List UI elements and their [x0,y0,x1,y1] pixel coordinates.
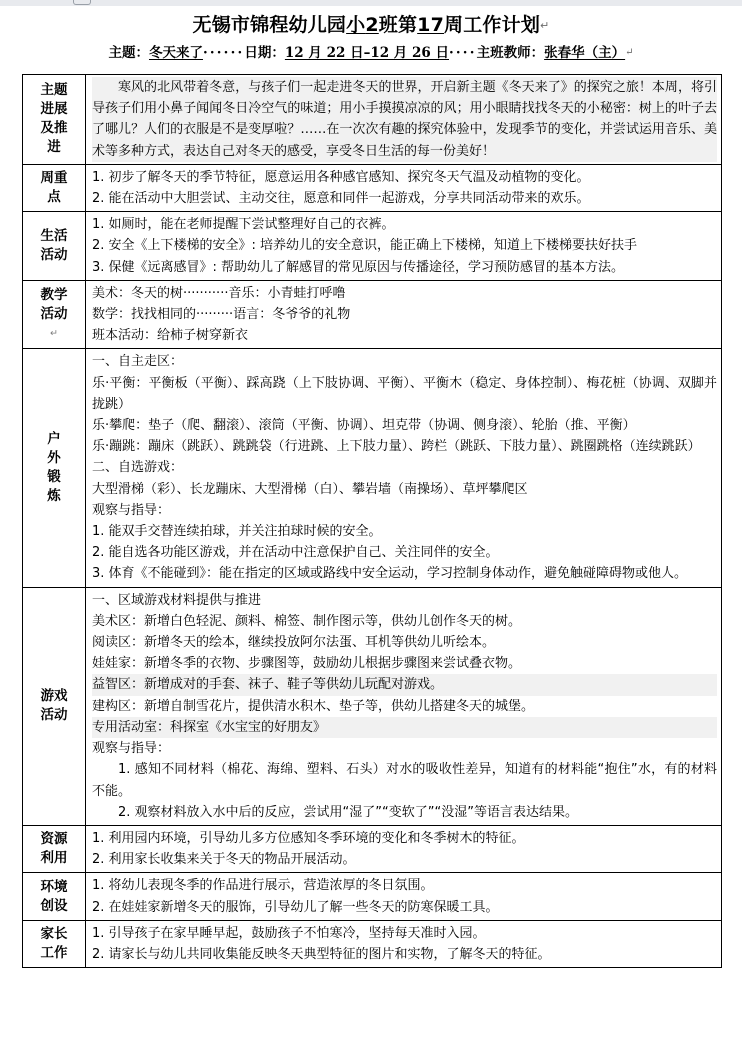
theme-label: 主题： [108,45,149,61]
content-line: 2. 请家长与幼儿共同收集能反映冬天典型特征的图片和实物，了解冬天的特征。 [92,946,551,962]
leader-dots-1: ······ [202,45,245,61]
content-line: 一、自主走区： [92,354,184,370]
content-line: 美术区：新增白色轻泥、颜料、棉签、制作图示等，供幼儿创作冬天的树。 [92,613,522,629]
content-line: 一、区域游戏材料提供与推进 [92,592,262,608]
paragraph-mark-icon: ↵ [50,328,58,340]
title-class-suffix: 班 [378,14,398,36]
table-row [23,280,722,349]
row-content-parent-work [86,920,722,967]
date-label: 日期： [244,45,285,61]
label-stack [25,878,83,916]
content-line: 2. 利用家长收集来关于冬天的物品开展活动。 [92,852,356,868]
content-line: 2. 在娃娃家新增冬天的服饰，引导幼儿了解一些冬天的防寒保暖工具。 [92,899,499,915]
label-line: 活动 [40,247,68,264]
row-label-teaching-activity [23,280,86,349]
label-line: 家长 [40,925,68,942]
browser-tab-stub [73,0,91,5]
content-line: 观察与指导： [92,502,171,518]
title-week-number: 17 [417,14,445,36]
label-line: 活动 [40,306,68,323]
content-line: 2. 安全《上下楼梯的安全》: 培养幼儿的安全意识，能正确上下楼梯，知道上下楼梯要扶好扶手 [92,238,638,254]
content-line: 1. 能双手交替连续拍球，并关注拍球时候的安全。 [92,524,382,540]
table-row [23,212,722,281]
content-line: 班本活动：给柿子树穿新衣 [92,328,249,344]
content-line: 数学：找找相同的·········语言：冬爷爷的礼物 [92,307,351,323]
leader-dots-2: ···· [449,45,477,61]
table-row [23,873,722,920]
row-content-teaching-activity [86,280,722,349]
paragraph-mark-icon: ↵ [540,19,550,32]
content-line: 乐·平衡：平衡板（平衡）、踩高跷（上下肢协调、平衡）、平衡木（稳定、身体控制）、梅花桩（协调、双脚并拢跳） [92,375,717,412]
table-row [23,75,722,165]
label-line: 利用 [40,850,68,867]
label-line: 资源 [40,831,68,848]
row-content-week-focus [86,164,722,211]
row-content-environment-setup [86,873,722,920]
label-line: 外 [47,450,61,467]
content-line: 大型滑梯（彩）、长龙蹦床、大型滑梯（白）、攀岩墙（南操场）、草坪攀爬区 [92,481,528,497]
content-line: 寒风的北风带着冬意，与孩子们一起走进冬天的世界，开启新主题《冬天来了》的探究之旅！本周，将引导孩子们用小鼻子闻闻冬日冷空气的味道；用小手摸摸凉凉的风；用小眼睛找找冬天的小秘密：树上的叶子去了哪儿？人们的衣服是不是变厚啦？……在一次次有趣的探究体验中，发现季节的变化，并尝试运用音乐、美术等多种方式，表达自己对冬天的感受，享受冬日生活的每一份美好！ [92,77,717,162]
label-line: 点 [47,189,61,206]
content-line: 美术：冬天的树···········音乐：小青蛙打呼噜 [92,285,346,301]
document-subtitle [0,41,742,61]
content-line: 3. 保健《远离感冒》: 帮助幼儿了解感冒的常见原因与传播途径，学习预防感冒的基本方法。 [92,259,625,275]
row-label-environment-setup [23,873,86,920]
paragraph-mark-icon: ↵ [625,47,634,58]
content-line: 1. 感知不同材料（棉花、海绵、塑料、石头）对水的吸收性差异，知道有的材料能“抱住”水，有的材料不能。 [92,762,717,799]
table-row [23,164,722,211]
teacher-value: 张春华（主） [544,45,626,61]
row-content-game-activity [86,587,722,825]
content-line: 1. 将幼儿表现冬季的作品进行展示，营造浓厚的冬日氛围。 [92,878,434,894]
label-line: 进展 [40,101,68,118]
date-value: 12 月 22 日–12 月 26 日 [284,45,449,61]
row-label-life-activity [23,212,86,281]
table-row [23,825,722,872]
content-line: 1. 初步了解冬天的季节特征，愿意运用各种感官感知、探究冬天气温及动植物的变化。 [92,169,590,185]
label-stack [25,687,83,725]
title-class-prefix: 小 [346,14,366,36]
title-week-suffix: 周工作计划 [444,14,541,36]
row-label-theme-progress [23,75,86,165]
label-stack [25,830,83,868]
label-line: 活动 [40,707,68,724]
label-stack [25,81,83,157]
window-top-strip [0,0,742,6]
content-line: 2. 能自选各功能区游戏，并在活动中注意保护自己、关注同伴的安全。 [92,545,499,561]
row-label-week-focus [23,164,86,211]
row-label-resource-use [23,825,86,872]
label-line: 炼 [47,488,61,505]
title-school: 无锡市锦程幼儿园 [192,14,347,36]
label-line: 锻 [47,469,61,486]
label-line: 教学 [40,287,68,304]
content-line: 1. 引导孩子在家早睡早起，鼓励孩子不怕寒冷，坚持每天准时入园。 [92,925,486,941]
label-stack [25,286,83,343]
content-line: 1. 如厕时，能在老师提醒下尝试整理好自己的衣裤。 [92,217,395,233]
row-label-parent-work [23,920,86,967]
content-line: 阅读区：新增冬天的绘本，继续投放阿尔法蛋、耳机等供幼儿听绘本。 [92,635,496,651]
label-line: 及推 [40,120,68,137]
page-title [0,10,742,37]
content-line: 娃娃家：新增冬季的衣物、步骤图等，鼓励幼儿根据步骤图来尝试叠衣物。 [92,656,522,672]
label-stack [25,925,83,963]
row-content-outdoor-exercise [86,349,722,587]
theme-value: 冬天来了 [148,45,203,61]
plan-table-body [23,75,722,968]
weekly-plan-table [22,74,722,968]
content-line: 1. 利用园内环境，引导幼儿多方位感知冬季环境的变化和冬季树木的特征。 [92,830,525,846]
table-row [23,587,722,825]
content-line: 二、自选游戏： [92,460,184,476]
content-line: 3. 体育《不能碰到》：能在指定的区域或路线中安全运动，学习控制身体动作，避免触碰障碍物或他人。 [92,566,688,582]
row-label-outdoor-exercise [23,349,86,587]
title-week-prefix: 第 [397,14,418,36]
row-content-resource-use [86,825,722,872]
content-line: 专用活动室：科探室《水宝宝的好朋友》 [92,717,717,738]
label-stack [25,227,83,265]
label-line: 游戏 [40,688,68,705]
content-line: 2. 观察材料放入水中后的反应，尝试用“湿了”“变软了”“没湿”等语言表达结果。 [118,804,578,820]
row-content-life-activity [86,212,722,281]
content-line: 建构区：新增自制雪花片，提供清水积木、垫子等，供幼儿搭建冬天的城堡。 [92,698,535,714]
label-line: 环境 [40,878,68,895]
teacher-label: 主班教师： [476,45,545,61]
label-line: 户 [47,431,61,448]
label-stack [25,430,83,506]
label-line: 主题 [40,82,68,99]
label-line: 周重 [40,170,68,187]
content-line: 乐·攀爬：垫子（爬、翻滚）、滚筒（平衡、协调）、坦克带（协调、侧身滚）、轮胎（推、平衡） [92,418,636,434]
table-row [23,349,722,587]
content-line: 2. 能在活动中大胆尝试、主动交往，愿意和同伴一起游戏，分享共同活动带来的欢乐。 [92,191,590,207]
label-line: 工作 [40,944,68,961]
label-line: 进 [47,139,61,156]
row-content-theme-progress [86,75,722,165]
label-line: 创设 [40,897,68,914]
title-class-number: 2 [365,14,379,36]
content-line: 乐·蹦跳：蹦床（跳跃）、跳跳袋（行进跳、上下肢力量）、跨栏（跳跃、下肢力量）、跳圈跳格（连续跳跃） [92,439,701,455]
content-line: 益智区：新增成对的手套、袜子、鞋子等供幼儿玩配对游戏。 [92,674,717,695]
label-line: 生活 [40,228,68,245]
content-line: 观察与指导： [92,741,171,757]
label-stack [25,169,83,207]
row-label-game-activity [23,587,86,825]
table-row [23,920,722,967]
